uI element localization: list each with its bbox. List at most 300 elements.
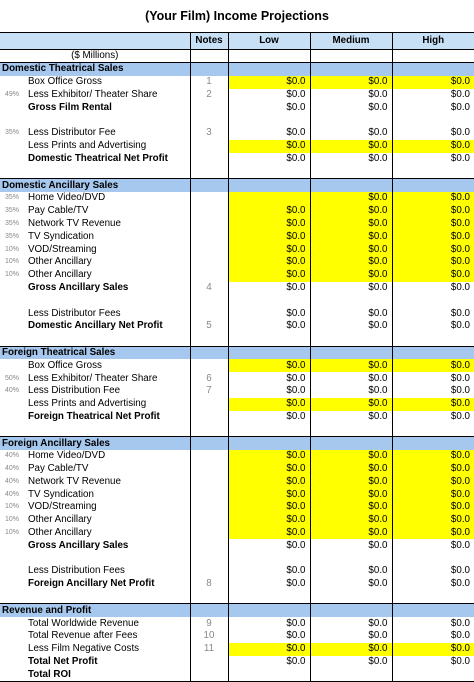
spacer-cell [190,114,228,127]
percent-cell: 40% [5,452,20,460]
section-medium-cell [310,179,392,192]
line-item-row [0,527,474,540]
value-high-cell: $0.0 [392,372,474,385]
note-number [190,205,228,218]
section-header-row [0,604,474,617]
spacer-cell [190,333,228,346]
value-high-cell: $0.0 [392,205,474,218]
value-medium-cell: $0.0 [310,76,392,89]
value-medium-cell: $0.0 [310,127,392,140]
note-number [190,488,228,501]
value-medium-cell: $0.0 [310,218,392,231]
income-projections-table [0,32,474,682]
note-number [190,218,228,231]
value-high-cell: $0.0 [392,192,474,205]
value-medium-cell: $0.0 [310,192,392,205]
spacer-cell [392,165,474,178]
spacer-cell [310,552,392,565]
line-item-row [0,501,474,514]
note-number: 10 [190,630,228,643]
percent-cell [0,630,26,643]
value-low-cell: $0.0 [228,450,310,463]
section-high-cell [392,63,474,76]
section-low-cell [228,63,310,76]
line-item-label: Other Ancillary [28,269,92,281]
value-high-cell: $0.0 [392,527,474,540]
units-low-cell [228,50,310,63]
value-medium-cell: $0.0 [310,372,392,385]
line-item-row [0,385,474,398]
line-item-label: Foreign Ancillary Net Profit [28,578,155,590]
value-high-cell: $0.0 [392,307,474,320]
header-row [0,33,474,50]
section-header-row [0,179,474,192]
note-number: 3 [190,127,228,140]
value-low-cell: $0.0 [228,269,310,282]
value-high-cell: $0.0 [392,140,474,153]
value-high-cell: $0.0 [392,643,474,656]
value-high-cell: $0.0 [392,411,474,424]
line-item-label: Home Video/DVD [28,450,106,462]
percent-cell [0,656,26,669]
percent-cell: 10% [5,245,20,253]
spacer-cell [228,294,310,307]
spacer-row [0,294,474,307]
line-item-row [0,630,474,643]
value-high-cell: $0.0 [392,89,474,102]
percent-cell: 10% [5,503,20,511]
value-high-cell: $0.0 [392,243,474,256]
value-medium-cell: $0.0 [310,385,392,398]
note-number [190,539,228,552]
value-medium-cell: $0.0 [310,320,392,333]
value-low-cell: $0.0 [228,643,310,656]
section-notes-cell [190,179,228,192]
line-item-label: Box Office Gross [28,359,102,371]
line-item-label: Less Distributor Fees [28,307,121,319]
value-low-cell: $0.0 [228,256,310,269]
line-item-label: VOD/Streaming [28,501,97,513]
note-number [190,153,228,166]
line-item-label: Less Distribution Fees [28,565,125,577]
line-item-label: Other Ancillary [28,256,92,268]
line-item-row [0,514,474,527]
line-item-row [0,488,474,501]
value-low-cell: $0.0 [228,501,310,514]
value-high-cell: $0.0 [392,256,474,269]
section-high-cell [392,437,474,450]
section-title: Domestic Ancillary Sales [0,179,190,192]
spacer-cell [228,552,310,565]
percent-cell [0,617,26,630]
header-notes: Notes [190,33,228,50]
spacer-cell [26,423,190,436]
value-medium-cell: $0.0 [310,359,392,372]
units-medium-cell [310,50,392,63]
line-item-row [0,282,474,295]
value-low-cell: $0.0 [228,514,310,527]
value-low-cell: $0.0 [228,656,310,669]
spacer-cell [0,114,26,127]
note-number: 8 [190,578,228,591]
value-high-cell: $0.0 [392,359,474,372]
value-medium-cell: $0.0 [310,256,392,269]
percent-cell: 10% [5,529,20,537]
value-low-cell: $0.0 [228,527,310,540]
section-title: Foreign Ancillary Sales [0,437,190,450]
value-medium-cell: $0.0 [310,630,392,643]
note-number: 4 [190,282,228,295]
note-number: 11 [190,643,228,656]
value-low-cell [228,668,310,681]
note-number [190,668,228,681]
value-high-cell: $0.0 [392,282,474,295]
header-high: High [392,33,474,50]
percent-cell: 10% [5,271,20,279]
section-notes-cell [190,63,228,76]
line-item-label: Domestic Theatrical Net Profit [28,152,168,164]
value-high-cell: $0.0 [392,476,474,489]
line-item-label: Pay Cable/TV [28,463,89,475]
note-number: 2 [190,89,228,102]
value-medium-cell: $0.0 [310,153,392,166]
value-medium-cell: $0.0 [310,514,392,527]
section-low-cell [228,437,310,450]
section-header-row [0,346,474,359]
percent-cell [0,398,26,411]
percent-cell: 35% [5,219,20,227]
line-item-label: Less Distribution Fee [28,385,121,397]
units-notes-cell [190,50,228,63]
value-low-cell: $0.0 [228,385,310,398]
line-item-label: Less Prints and Advertising [28,398,147,410]
line-item-row [0,205,474,218]
value-high-cell: $0.0 [392,153,474,166]
value-low-cell: $0.0 [228,630,310,643]
line-item-row [0,578,474,591]
line-item-row [0,398,474,411]
spacer-cell [0,591,26,604]
value-medium-cell: $0.0 [310,269,392,282]
value-high-cell: $0.0 [392,269,474,282]
value-medium-cell: $0.0 [310,488,392,501]
note-number [190,501,228,514]
value-high-cell: $0.0 [392,578,474,591]
spacer-cell [310,591,392,604]
line-item-row [0,89,474,102]
percent-cell: 35% [5,232,20,240]
percent-cell [0,282,26,295]
value-low-cell: $0.0 [228,359,310,372]
section-low-cell [228,346,310,359]
value-medium-cell: $0.0 [310,463,392,476]
percent-cell: 40% [5,465,20,473]
spacer-cell [190,552,228,565]
value-low-cell: $0.0 [228,488,310,501]
line-item-row [0,192,474,205]
note-number: 9 [190,617,228,630]
value-high-cell: $0.0 [392,230,474,243]
value-low-cell: $0.0 [228,243,310,256]
spacer-row [0,333,474,346]
value-medium-cell: $0.0 [310,501,392,514]
percent-cell [0,578,26,591]
spacer-cell [228,423,310,436]
value-medium-cell: $0.0 [310,643,392,656]
value-low-cell: $0.0 [228,282,310,295]
line-item-label: Total Revenue after Fees [28,630,138,642]
value-high-cell: $0.0 [392,488,474,501]
value-low-cell: $0.0 [228,230,310,243]
line-item-label: VOD/Streaming [28,243,97,255]
section-high-cell [392,346,474,359]
value-medium-cell: $0.0 [310,101,392,114]
value-low-cell: $0.0 [228,140,310,153]
line-item-label: Less Exhibitor/ Theater Share [28,372,158,384]
value-low-cell: $0.0 [228,101,310,114]
section-notes-cell [190,437,228,450]
line-item-row [0,359,474,372]
line-item-label: Less Film Negative Costs [28,643,140,655]
spacer-cell [392,114,474,127]
value-medium-cell: $0.0 [310,527,392,540]
note-number [190,476,228,489]
line-item-row [0,643,474,656]
line-item-row [0,230,474,243]
header-blank-cell [0,33,190,50]
percent-cell: 40% [5,387,20,395]
section-notes-cell [190,346,228,359]
units-row [0,50,474,63]
value-medium-cell: $0.0 [310,450,392,463]
note-number [190,230,228,243]
note-number: 7 [190,385,228,398]
section-header-row [0,63,474,76]
line-item-label: Gross Ancillary Sales [28,281,129,293]
line-item-label: Total Net Profit [28,656,98,668]
line-item-row [0,218,474,231]
spacer-cell [0,294,26,307]
spacer-cell [0,552,26,565]
section-title: Domestic Theatrical Sales [0,63,190,76]
value-low-cell: $0.0 [228,89,310,102]
value-low-cell: $0.0 [228,398,310,411]
line-item-row [0,463,474,476]
line-item-label: TV Syndication [28,230,94,242]
value-low-cell: $0.0 [228,205,310,218]
spacer-cell [26,552,190,565]
line-item-label: Total ROI [26,668,190,681]
line-item-label: Foreign Theatrical Net Profit [28,410,160,422]
note-number [190,269,228,282]
spacer-cell [228,333,310,346]
spacer-row [0,552,474,565]
spacer-cell [228,165,310,178]
line-item-label: Less Exhibitor/ Theater Share [28,88,158,100]
line-item-row [0,668,474,681]
value-low-cell: $0.0 [228,411,310,424]
note-number [190,256,228,269]
section-title: Revenue and Profit [0,604,190,617]
spacer-cell [310,294,392,307]
percent-cell [0,565,26,578]
spacer-row [0,165,474,178]
section-high-cell [392,179,474,192]
spacer-cell [310,423,392,436]
value-low-cell: $0.0 [228,463,310,476]
line-item-row [0,76,474,89]
note-number [190,307,228,320]
line-item-row [0,256,474,269]
value-low-cell: $0.0 [228,565,310,578]
value-low-cell: $0.0 [228,153,310,166]
units-label: ($ Millions) [71,50,119,61]
note-number [190,140,228,153]
spacer-cell [392,552,474,565]
percent-cell: 10% [5,258,20,266]
spacer-cell [0,165,26,178]
percent-cell: 10% [5,516,20,524]
line-item-label: Less Prints and Advertising [28,140,147,152]
header-low: Low [228,33,310,50]
spacer-row [0,423,474,436]
section-medium-cell [310,346,392,359]
value-high-cell: $0.0 [392,565,474,578]
section-medium-cell [310,437,392,450]
spacer-cell [392,423,474,436]
value-medium-cell: $0.0 [310,230,392,243]
section-header-row [0,437,474,450]
percent-cell [0,140,26,153]
spacer-cell [392,294,474,307]
line-item-row [0,243,474,256]
line-item-label: Domestic Ancillary Net Profit [28,320,163,332]
spacer-cell [26,591,190,604]
percent-cell [0,76,26,89]
value-medium-cell: $0.0 [310,140,392,153]
percent-cell [0,101,26,114]
value-medium-cell: $0.0 [310,565,392,578]
spacer-cell [190,294,228,307]
line-item-label: Pay Cable/TV [28,205,89,217]
spacer-cell [190,165,228,178]
percent-cell: 35% [5,129,20,137]
value-high-cell [392,668,474,681]
value-medium-cell: $0.0 [310,476,392,489]
percent-cell: 49% [5,90,20,98]
line-item-label: Other Ancillary [28,514,92,526]
value-low-cell: $0.0 [228,218,310,231]
line-item-label: Home Video/DVD [28,192,106,204]
value-low-cell [228,192,310,205]
value-medium-cell: $0.0 [310,617,392,630]
line-item-label: Total Worldwide Revenue [28,617,139,629]
spacer-cell [228,591,310,604]
value-low-cell: $0.0 [228,372,310,385]
value-medium-cell: $0.0 [310,205,392,218]
line-item-label: Gross Ancillary Sales [28,539,129,551]
note-number [190,656,228,669]
note-number [190,101,228,114]
note-number: 5 [190,320,228,333]
value-high-cell: $0.0 [392,450,474,463]
note-number: 6 [190,372,228,385]
spacer-cell [190,591,228,604]
section-notes-cell [190,604,228,617]
line-item-label: Other Ancillary [28,527,92,539]
percent-cell [0,411,26,424]
percent-cell: 35% [5,194,20,202]
spacer-cell [26,294,190,307]
percent-cell: 50% [5,374,20,382]
value-high-cell: $0.0 [392,630,474,643]
value-high-cell: $0.0 [392,617,474,630]
value-medium-cell: $0.0 [310,539,392,552]
line-item-label: Less Distributor Fee [28,127,116,139]
percent-cell [0,643,26,656]
value-medium-cell: $0.0 [310,656,392,669]
note-number [190,359,228,372]
line-item-row [0,269,474,282]
line-item-row [0,153,474,166]
value-medium-cell: $0.0 [310,411,392,424]
line-item-row [0,307,474,320]
value-low-cell: $0.0 [228,476,310,489]
line-item-label: Box Office Gross [28,76,102,88]
percent-cell: 40% [5,490,20,498]
value-medium-cell: $0.0 [310,243,392,256]
value-high-cell: $0.0 [392,539,474,552]
value-high-cell: $0.0 [392,501,474,514]
note-number [190,565,228,578]
note-number [190,398,228,411]
value-low-cell: $0.0 [228,578,310,591]
value-high-cell: $0.0 [392,76,474,89]
value-medium-cell: $0.0 [310,89,392,102]
spacer-cell [310,114,392,127]
units-high-cell [392,50,474,63]
note-number [190,463,228,476]
value-high-cell: $0.0 [392,320,474,333]
value-high-cell: $0.0 [392,656,474,669]
line-item-row [0,656,474,669]
section-high-cell [392,604,474,617]
note-number [190,450,228,463]
value-low-cell: $0.0 [228,539,310,552]
line-item-row [0,372,474,385]
value-medium-cell: $0.0 [310,398,392,411]
value-medium-cell [310,668,392,681]
spacer-cell [392,591,474,604]
value-low-cell: $0.0 [228,617,310,630]
value-low-cell: $0.0 [228,76,310,89]
section-title: Foreign Theatrical Sales [0,346,190,359]
line-item-label: TV Syndication [28,488,94,500]
value-low-cell: $0.0 [228,320,310,333]
value-low-cell: $0.0 [228,307,310,320]
line-item-row [0,101,474,114]
percent-cell [0,668,26,681]
value-high-cell: $0.0 [392,101,474,114]
spacer-cell [310,333,392,346]
line-item-row [0,127,474,140]
section-low-cell [228,179,310,192]
line-item-row [0,539,474,552]
percent-cell [0,320,26,333]
value-high-cell: $0.0 [392,127,474,140]
line-item-label: Gross Film Rental [28,101,112,113]
spacer-cell [26,114,190,127]
